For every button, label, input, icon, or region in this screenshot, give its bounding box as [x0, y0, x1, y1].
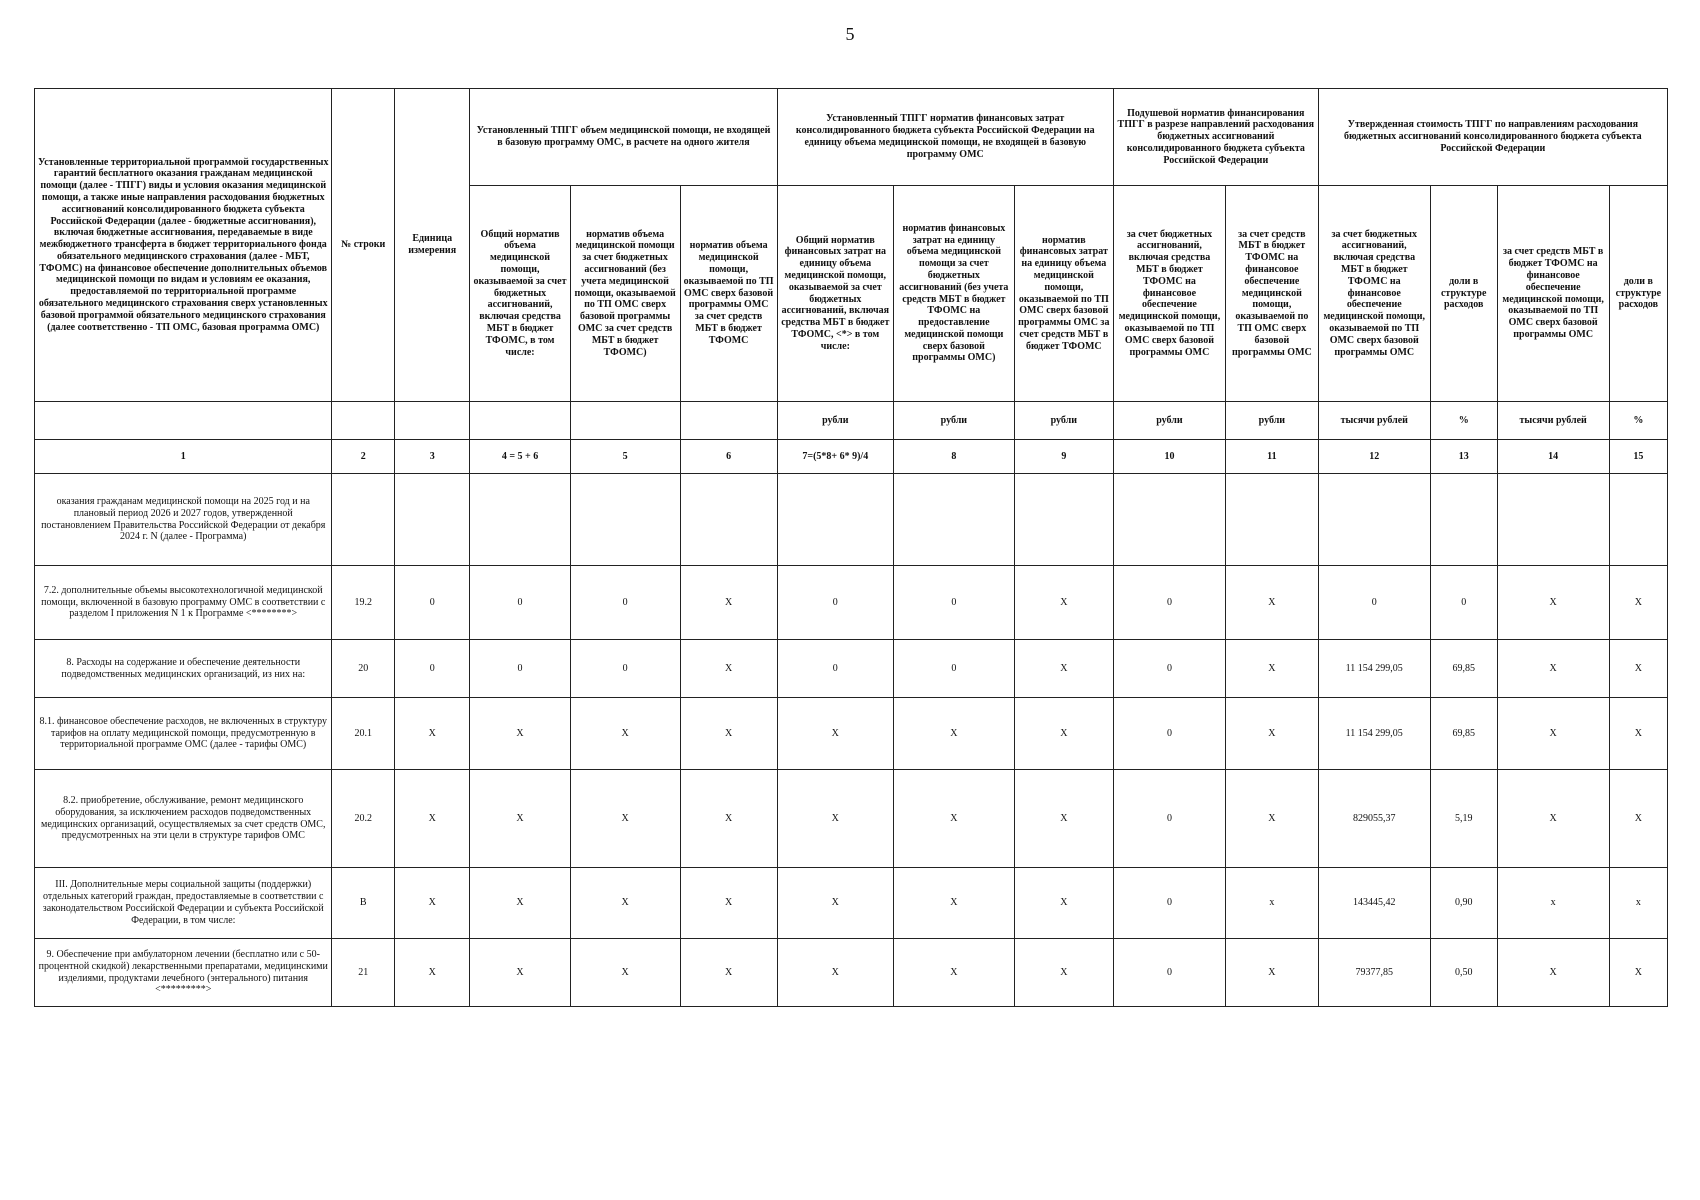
- unit-cell: [570, 402, 680, 440]
- row-cell-col-15: х: [1609, 868, 1667, 939]
- header-unit: Единица измерения: [394, 89, 469, 402]
- table-row: [35, 640, 1668, 698]
- row-name: 9. Обеспечение при амбулаторном лечении (бесплатно или с 50-процентной скидкой) лекарственными препаратами, медицинскими изделиями, продуктами лечебного (энтерального) питания <*********>: [35, 939, 332, 1007]
- unit-cell: рубли: [1113, 402, 1225, 440]
- row-cell-col-11: [1226, 474, 1319, 566]
- budget-table: [34, 88, 1668, 1007]
- units-row: [35, 402, 1668, 440]
- column-number: 2: [332, 440, 395, 474]
- header-row-number: № строки: [332, 89, 395, 402]
- row-cell-col-3: Х: [394, 698, 469, 770]
- column-number: 12: [1318, 440, 1430, 474]
- row-cell-col-9: Х: [1014, 868, 1113, 939]
- row-cell-col-14: х: [1497, 868, 1609, 939]
- row-cell-col-10: 0: [1113, 566, 1225, 640]
- row-cell-col-7: 0: [777, 640, 893, 698]
- row-cell-col-7: [777, 474, 893, 566]
- unit-cell: [470, 402, 570, 440]
- header-col-10: за счет бюджетных ассигнований, включая средства МБТ в бюджет ТФОМС на финансовое обеспечение медицинской помощи, оказываемой по ТП ОМС сверх базовой программы ОМС: [1113, 186, 1225, 402]
- unit-cell: рубли: [1014, 402, 1113, 440]
- row-cell-col-15: Х: [1609, 640, 1667, 698]
- row-cell-col-10: 0: [1113, 698, 1225, 770]
- column-number: 15: [1609, 440, 1667, 474]
- row-cell-col-10: 0: [1113, 640, 1225, 698]
- row-cell-col-12: 0: [1318, 566, 1430, 640]
- row-cell-col-4: 0: [470, 566, 570, 640]
- row-cell-col-4: Х: [470, 770, 570, 868]
- header-col-4: Общий норматив объема медицинской помощи, оказываемой за счет бюджетных ассигнований, включая средства МБТ в бюджет ТФОМС, в том числе:: [470, 186, 570, 402]
- column-number: 6: [680, 440, 777, 474]
- row-cell-col-2: 20.2: [332, 770, 395, 868]
- row-cell-col-10: 0: [1113, 939, 1225, 1007]
- unit-cell: рубли: [1226, 402, 1319, 440]
- row-cell-col-6: Х: [680, 566, 777, 640]
- row-cell-col-8: Х: [894, 868, 1015, 939]
- row-cell-col-7: Х: [777, 939, 893, 1007]
- unit-cell: [680, 402, 777, 440]
- header-col-11: за счет средств МБТ в бюджет ТФОМС на финансовое обеспечение медицинской помощи, оказываемой по ТП ОМС сверх базовой программы ОМС: [1226, 186, 1319, 402]
- row-cell-col-9: Х: [1014, 939, 1113, 1007]
- unit-cell: рубли: [777, 402, 893, 440]
- row-cell-col-14: Х: [1497, 640, 1609, 698]
- row-cell-col-2: 19.2: [332, 566, 395, 640]
- row-cell-col-5: Х: [570, 770, 680, 868]
- row-cell-col-14: Х: [1497, 770, 1609, 868]
- row-cell-col-5: [570, 474, 680, 566]
- unit-cell: %: [1430, 402, 1497, 440]
- row-name: 8.1. финансовое обеспечение расходов, не включенных в структуру тарифов на оплату медицинской помощи, предусмотренную в территориальной программе ОМС (далее - тарифы ОМС): [35, 698, 332, 770]
- header-col-8: норматив финансовых затрат на единицу объема медицинской помощи за счет бюджетных ассигнований (без учета средств МБТ в бюджет ТФОМС на предоставление медицинской помощи сверх базовой программы ОМС): [894, 186, 1015, 402]
- row-cell-col-7: Х: [777, 770, 893, 868]
- row-cell-col-14: Х: [1497, 939, 1609, 1007]
- row-cell-col-6: [680, 474, 777, 566]
- row-cell-col-9: Х: [1014, 770, 1113, 868]
- header-group-volume: Установленный ТПГГ объем медицинской помощи, не входящей в базовую программу ОМС, в расчете на одного жителя: [470, 89, 777, 186]
- column-number: 1: [35, 440, 332, 474]
- row-cell-col-10: 0: [1113, 868, 1225, 939]
- row-cell-col-15: Х: [1609, 939, 1667, 1007]
- row-cell-col-2: [332, 474, 395, 566]
- row-cell-col-8: Х: [894, 770, 1015, 868]
- unit-cell: рубли: [894, 402, 1015, 440]
- row-cell-col-5: Х: [570, 939, 680, 1007]
- row-cell-col-13: 5,19: [1430, 770, 1497, 868]
- column-number: 13: [1430, 440, 1497, 474]
- row-cell-col-11: х: [1226, 868, 1319, 939]
- page-number: 5: [845, 24, 855, 44]
- column-number: 4 = 5 + 6: [470, 440, 570, 474]
- row-cell-col-12: 79377,85: [1318, 939, 1430, 1007]
- header-row-1: [35, 89, 1668, 186]
- row-cell-col-13: 69,85: [1430, 640, 1497, 698]
- row-cell-col-6: Х: [680, 640, 777, 698]
- row-cell-col-6: Х: [680, 698, 777, 770]
- row-cell-col-4: Х: [470, 868, 570, 939]
- row-cell-col-15: Х: [1609, 770, 1667, 868]
- unit-cell: [35, 402, 332, 440]
- row-cell-col-2: 20: [332, 640, 395, 698]
- unit-cell: тысячи рублей: [1497, 402, 1609, 440]
- table-row: [35, 698, 1668, 770]
- column-number: 10: [1113, 440, 1225, 474]
- unit-cell: [332, 402, 395, 440]
- header-col-15: доли в структуре расходов: [1609, 186, 1667, 402]
- column-number: 3: [394, 440, 469, 474]
- row-cell-col-8: 0: [894, 640, 1015, 698]
- table-row: [35, 474, 1668, 566]
- row-cell-col-2: 21: [332, 939, 395, 1007]
- header-col-6: норматив объема медицинской помощи, оказываемой по ТП ОМС сверх базовой программы ОМС за счет средств МБТ в бюджет ТФОМС: [680, 186, 777, 402]
- row-cell-col-2: 20.1: [332, 698, 395, 770]
- row-cell-col-12: 11 154 299,05: [1318, 698, 1430, 770]
- row-cell-col-5: 0: [570, 640, 680, 698]
- row-cell-col-6: Х: [680, 770, 777, 868]
- row-cell-col-15: Х: [1609, 566, 1667, 640]
- row-cell-col-9: Х: [1014, 640, 1113, 698]
- row-cell-col-5: Х: [570, 698, 680, 770]
- row-cell-col-6: Х: [680, 939, 777, 1007]
- table-row: [35, 566, 1668, 640]
- unit-cell: %: [1609, 402, 1667, 440]
- column-number: 11: [1226, 440, 1319, 474]
- row-cell-col-15: Х: [1609, 698, 1667, 770]
- row-cell-col-9: Х: [1014, 698, 1113, 770]
- row-cell-col-8: [894, 474, 1015, 566]
- row-cell-col-10: [1113, 474, 1225, 566]
- row-cell-col-13: 0,50: [1430, 939, 1497, 1007]
- row-cell-col-3: Х: [394, 939, 469, 1007]
- row-cell-col-13: 69,85: [1430, 698, 1497, 770]
- row-cell-col-7: Х: [777, 868, 893, 939]
- table-row: [35, 868, 1668, 939]
- row-cell-col-2: В: [332, 868, 395, 939]
- row-cell-col-8: 0: [894, 566, 1015, 640]
- header-group-approved-cost: Утвержденная стоимость ТПГГ по направлениям расходования бюджетных ассигнований консолидированного бюджета субъекта Российской Федерации: [1318, 89, 1667, 186]
- header-group-per-capita: Подушевой норматив финансирования ТПГГ в разрезе направлений расходования бюджетных ассигнований консолидированного бюджета субъекта Российской Федерации: [1113, 89, 1318, 186]
- row-cell-col-15: [1609, 474, 1667, 566]
- column-number: 14: [1497, 440, 1609, 474]
- row-cell-col-6: Х: [680, 868, 777, 939]
- row-cell-col-3: 0: [394, 566, 469, 640]
- row-cell-col-3: Х: [394, 868, 469, 939]
- header-col-9: норматив финансовых затрат на единицу объема медицинской помощи, оказываемой по ТП ОМС сверх базовой программы ОМС за счет средств МБТ в бюджет ТФОМС: [1014, 186, 1113, 402]
- row-cell-col-8: Х: [894, 698, 1015, 770]
- column-number: 5: [570, 440, 680, 474]
- row-cell-col-9: [1014, 474, 1113, 566]
- row-name: 8.2. приобретение, обслуживание, ремонт медицинского оборудования, за исключением расходов подведомственных медицинских организаций, осуществляемых за счет средств ОМС, предусмотренных на эти цели в структуре тарифов ОМС: [35, 770, 332, 868]
- header-description: Установленные территориальной программой государственных гарантий бесплатного оказания гражданам медицинской помощи (далее - ТПГГ) виды и условия оказания медицинской помощи, а также иные направления расходования бюджетных ассигнований консолидированного бюджета субъекта Российской Федерации (далее - бюджетные ассигнования), включая бюджетные ассигнования, передаваемые в виде межбюджетного трансферта в бюджет территориального фонда обязательного медицинского страхования (далее - МБТ, ТФОМС) на финансовое обеспечение дополнительных объемов медицинской помощи по видам и условиям ее оказания, предоставляемой по территориальной программе обязательного медицинского страхования сверх установленных базовой программой обязательного медицинского страхования (далее соответственно - ТП ОМС, базовая программа ОМС): [35, 89, 332, 402]
- row-cell-col-7: 0: [777, 566, 893, 640]
- row-cell-col-4: 0: [470, 640, 570, 698]
- row-cell-col-12: [1318, 474, 1430, 566]
- header-group-cost-norm: Установленный ТПГГ норматив финансовых затрат консолидированного бюджета субъекта Российской Федерации на единицу объема медицинской помощи, не входящей в базовую программу ОМС: [777, 89, 1113, 186]
- unit-cell: тысячи рублей: [1318, 402, 1430, 440]
- row-cell-col-4: Х: [470, 939, 570, 1007]
- row-cell-col-4: [470, 474, 570, 566]
- row-cell-col-11: Х: [1226, 770, 1319, 868]
- row-cell-col-14: Х: [1497, 566, 1609, 640]
- table-row: [35, 770, 1668, 868]
- header-col-7: Общий норматив финансовых затрат на единицу объема медицинской помощи, оказываемой за счет бюджетных ассигнований, включая средства МБТ в бюджет ТФОМС, <*> в том числе:: [777, 186, 893, 402]
- row-cell-col-3: [394, 474, 469, 566]
- row-name: III. Дополнительные меры социальной защиты (поддержки) отдельных категорий граждан, предоставляемые в соответствии с законодательством Российской Федерации и субъекта Российской Федерации, в том числе:: [35, 868, 332, 939]
- row-cell-col-3: Х: [394, 770, 469, 868]
- column-numbers-row: [35, 440, 1668, 474]
- row-cell-col-4: Х: [470, 698, 570, 770]
- row-cell-col-11: Х: [1226, 566, 1319, 640]
- row-cell-col-5: Х: [570, 868, 680, 939]
- row-cell-col-14: [1497, 474, 1609, 566]
- unit-cell: [394, 402, 469, 440]
- header-col-12: за счет бюджетных ассигнований, включая средства МБТ в бюджет ТФОМС на финансовое обеспечение медицинской помощи, оказываемой по ТП ОМС сверх базовой программы ОМС: [1318, 186, 1430, 402]
- row-cell-col-3: 0: [394, 640, 469, 698]
- row-cell-col-9: Х: [1014, 566, 1113, 640]
- row-cell-col-13: 0,90: [1430, 868, 1497, 939]
- row-cell-col-12: 11 154 299,05: [1318, 640, 1430, 698]
- row-cell-col-5: 0: [570, 566, 680, 640]
- table-body: [35, 474, 1668, 1007]
- row-name: 7.2. дополнительные объемы высокотехнологичной медицинской помощи, включенной в базовую программу ОМС в соответствии с разделом I приложения N 1 к Программе <********>: [35, 566, 332, 640]
- row-cell-col-11: Х: [1226, 939, 1319, 1007]
- row-cell-col-10: 0: [1113, 770, 1225, 868]
- row-cell-col-13: [1430, 474, 1497, 566]
- row-name: 8. Расходы на содержание и обеспечение деятельности подведомственных медицинских организаций, из них на:: [35, 640, 332, 698]
- row-cell-col-7: Х: [777, 698, 893, 770]
- header-col-5: норматив объема медицинской помощи за счет бюджетных ассигнований (без учета медицинской помощи, оказываемой по ТП ОМС сверх базовой программы ОМС за счет средств МБТ в бюджет ТФОМС): [570, 186, 680, 402]
- row-cell-col-12: 143445,42: [1318, 868, 1430, 939]
- column-number: 9: [1014, 440, 1113, 474]
- row-cell-col-14: Х: [1497, 698, 1609, 770]
- row-cell-col-11: Х: [1226, 640, 1319, 698]
- row-cell-col-8: Х: [894, 939, 1015, 1007]
- row-cell-col-13: 0: [1430, 566, 1497, 640]
- row-cell-col-12: 829055,37: [1318, 770, 1430, 868]
- row-cell-col-11: Х: [1226, 698, 1319, 770]
- header-col-13: доли в структуре расходов: [1430, 186, 1497, 402]
- header-col-14: за счет средств МБТ в бюджет ТФОМС на финансовое обеспечение медицинской помощи, оказываемой по ТП ОМС сверх базовой программы ОМС: [1497, 186, 1609, 402]
- row-name: оказания гражданам медицинской помощи на 2025 год и на плановый период 2026 и 2027 годов, утвержденной постановлением Правительства Российской Федерации от декабря 2024 г. N (далее - Программа): [35, 474, 332, 566]
- table-row: [35, 939, 1668, 1007]
- column-number: 7=(5*8+ 6* 9)/4: [777, 440, 893, 474]
- column-number: 8: [894, 440, 1015, 474]
